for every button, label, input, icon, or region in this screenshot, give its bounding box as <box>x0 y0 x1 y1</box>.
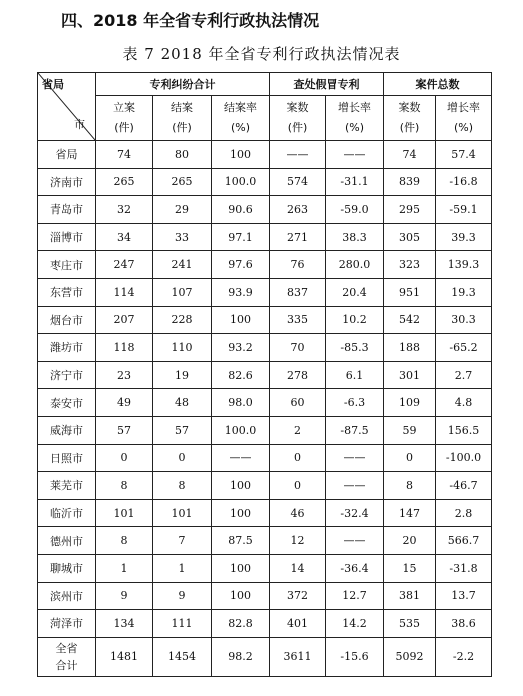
table-row <box>38 610 492 638</box>
value-cell: 837 <box>270 278 326 306</box>
value-cell: 0 <box>270 444 326 472</box>
value-cell: -65.2 <box>436 334 492 362</box>
city-cell: 潍坊市 <box>38 334 96 362</box>
subheader-cell <box>212 96 270 141</box>
value-cell: 100 <box>212 306 270 334</box>
value-cell: 74 <box>96 141 153 169</box>
value-cell: 109 <box>384 389 436 417</box>
group-header-total-cases: 案件总数 <box>384 73 492 96</box>
value-cell: 59 <box>384 416 436 444</box>
value-cell: 566.7 <box>436 527 492 555</box>
value-cell: —— <box>270 141 326 169</box>
value-cell: 247 <box>96 251 153 279</box>
value-cell: 23 <box>96 361 153 389</box>
value-cell: 8 <box>384 472 436 500</box>
subheader-cell <box>153 96 212 141</box>
value-cell: 2.8 <box>436 499 492 527</box>
value-cell: 207 <box>96 306 153 334</box>
value-cell: 271 <box>270 223 326 251</box>
subheader-cell <box>384 96 436 141</box>
total-row <box>38 637 492 676</box>
total-label-cell <box>38 637 96 676</box>
value-cell: 76 <box>270 251 326 279</box>
value-cell: 107 <box>153 278 212 306</box>
city-cell: 威海市 <box>38 416 96 444</box>
city-cell: 淄博市 <box>38 223 96 251</box>
table-row <box>38 361 492 389</box>
value-cell: 6.1 <box>326 361 384 389</box>
value-cell: 70 <box>270 334 326 362</box>
subheader-label: 增长率 <box>447 101 481 114</box>
value-cell: 9 <box>96 582 153 610</box>
value-cell: 278 <box>270 361 326 389</box>
value-cell: 295 <box>384 196 436 224</box>
city-cell: 东营市 <box>38 278 96 306</box>
table-row <box>38 168 492 196</box>
subheader-unit: (件) <box>172 121 192 134</box>
subheader-label: 结案 <box>171 101 193 114</box>
total-value-cell: 98.2 <box>212 637 270 676</box>
enforcement-table <box>37 72 492 677</box>
city-cell: 聊城市 <box>38 554 96 582</box>
value-cell: 301 <box>384 361 436 389</box>
subheader-label: 结案率 <box>224 101 257 114</box>
value-cell: 323 <box>384 251 436 279</box>
value-cell: 82.6 <box>212 361 270 389</box>
subheader-label: 增长率 <box>338 101 372 114</box>
section-title: 四、2018 年全省专利行政执法情况 <box>61 11 320 30</box>
value-cell: 241 <box>153 251 212 279</box>
value-cell: 29 <box>153 196 212 224</box>
value-cell: -36.4 <box>326 554 384 582</box>
value-cell: 20 <box>384 527 436 555</box>
value-cell: 110 <box>153 334 212 362</box>
value-cell: 2.7 <box>436 361 492 389</box>
value-cell: 280.0 <box>326 251 384 279</box>
total-label: 合计 <box>55 658 78 672</box>
value-cell: 100 <box>212 499 270 527</box>
value-cell: 60 <box>270 389 326 417</box>
value-cell: 98.0 <box>212 389 270 417</box>
value-cell: -31.1 <box>326 168 384 196</box>
value-cell: 32 <box>96 196 153 224</box>
value-cell: 100 <box>212 554 270 582</box>
value-cell: —— <box>326 527 384 555</box>
table-body <box>38 141 492 677</box>
value-cell: 263 <box>270 196 326 224</box>
table-row <box>38 582 492 610</box>
table-row <box>38 472 492 500</box>
corner-label-bottom: 市 <box>74 118 85 131</box>
subheader-cell <box>270 96 326 141</box>
table-row <box>38 223 492 251</box>
value-cell: 4.8 <box>436 389 492 417</box>
value-cell: 0 <box>384 444 436 472</box>
table-row <box>38 389 492 417</box>
table-row <box>38 196 492 224</box>
value-cell: 57.4 <box>436 141 492 169</box>
value-cell: —— <box>326 141 384 169</box>
value-cell: 381 <box>384 582 436 610</box>
value-cell: 839 <box>384 168 436 196</box>
value-cell: 101 <box>153 499 212 527</box>
total-value-cell: -2.2 <box>436 637 492 676</box>
value-cell: 80 <box>153 141 212 169</box>
value-cell: -31.8 <box>436 554 492 582</box>
value-cell: 265 <box>96 168 153 196</box>
value-cell: -59.1 <box>436 196 492 224</box>
value-cell: -87.5 <box>326 416 384 444</box>
city-cell: 莱芜市 <box>38 472 96 500</box>
subheader-cell <box>326 96 384 141</box>
value-cell: -6.3 <box>326 389 384 417</box>
subheader-cell <box>436 96 492 141</box>
value-cell: 574 <box>270 168 326 196</box>
value-cell: 0 <box>153 444 212 472</box>
value-cell: 1 <box>96 554 153 582</box>
value-cell: 2 <box>270 416 326 444</box>
group-header-counterfeit: 查处假冒专利 <box>270 73 384 96</box>
value-cell: 93.2 <box>212 334 270 362</box>
value-cell: 401 <box>270 610 326 638</box>
value-cell: 100 <box>212 472 270 500</box>
value-cell: 0 <box>270 472 326 500</box>
city-cell: 临沂市 <box>38 499 96 527</box>
value-cell: -100.0 <box>436 444 492 472</box>
value-cell: 147 <box>384 499 436 527</box>
value-cell: 9 <box>153 582 212 610</box>
city-cell: 省局 <box>38 141 96 169</box>
subheader-row <box>38 96 492 141</box>
value-cell: 15 <box>384 554 436 582</box>
table-row <box>38 554 492 582</box>
total-value-cell: 5092 <box>384 637 436 676</box>
value-cell: 100 <box>212 582 270 610</box>
value-cell: 139.3 <box>436 251 492 279</box>
value-cell: 228 <box>153 306 212 334</box>
subheader-unit: (件) <box>399 121 420 134</box>
value-cell: 49 <box>96 389 153 417</box>
value-cell: 101 <box>96 499 153 527</box>
total-value-cell: 3611 <box>270 637 326 676</box>
value-cell: -46.7 <box>436 472 492 500</box>
value-cell: 97.6 <box>212 251 270 279</box>
value-cell: 12.7 <box>326 582 384 610</box>
value-cell: 90.6 <box>212 196 270 224</box>
corner-label-top: 省局 <box>42 78 64 91</box>
value-cell: 82.8 <box>212 610 270 638</box>
value-cell: 188 <box>384 334 436 362</box>
subheader-label: 案数 <box>286 101 309 114</box>
value-cell: 305 <box>384 223 436 251</box>
value-cell: 372 <box>270 582 326 610</box>
value-cell: 14 <box>270 554 326 582</box>
value-cell: 335 <box>270 306 326 334</box>
value-cell: 118 <box>96 334 153 362</box>
value-cell: 20.4 <box>326 278 384 306</box>
value-cell: 100 <box>212 141 270 169</box>
value-cell: 1 <box>153 554 212 582</box>
city-cell: 济宁市 <box>38 361 96 389</box>
value-cell: 30.3 <box>436 306 492 334</box>
total-value-cell: 1481 <box>96 637 153 676</box>
value-cell: -32.4 <box>326 499 384 527</box>
value-cell: 7 <box>153 527 212 555</box>
value-cell: —— <box>326 472 384 500</box>
value-cell: 156.5 <box>436 416 492 444</box>
value-cell: 97.1 <box>212 223 270 251</box>
value-cell: 535 <box>384 610 436 638</box>
table-title: 表 7 2018 年全省专利行政执法情况表 <box>122 45 401 63</box>
value-cell: 57 <box>96 416 153 444</box>
header-corner <box>38 73 96 141</box>
value-cell: 100.0 <box>212 416 270 444</box>
value-cell: -59.0 <box>326 196 384 224</box>
value-cell: 8 <box>153 472 212 500</box>
value-cell: 12 <box>270 527 326 555</box>
value-cell: -85.3 <box>326 334 384 362</box>
subheader-label: 立案 <box>113 101 135 114</box>
value-cell: 13.7 <box>436 582 492 610</box>
value-cell: 542 <box>384 306 436 334</box>
subheader-unit: (%) <box>344 121 365 134</box>
table-row <box>38 527 492 555</box>
value-cell: 74 <box>384 141 436 169</box>
table-row <box>38 499 492 527</box>
value-cell: 111 <box>153 610 212 638</box>
city-cell: 菏泽市 <box>38 610 96 638</box>
city-cell: 滨州市 <box>38 582 96 610</box>
table-row <box>38 251 492 279</box>
city-cell: 泰安市 <box>38 389 96 417</box>
value-cell: 33 <box>153 223 212 251</box>
subheader-unit: (%) <box>453 121 474 134</box>
value-cell: 39.3 <box>436 223 492 251</box>
value-cell: 38.3 <box>326 223 384 251</box>
value-cell: 951 <box>384 278 436 306</box>
value-cell: 46 <box>270 499 326 527</box>
value-cell: 87.5 <box>212 527 270 555</box>
value-cell: 48 <box>153 389 212 417</box>
city-cell: 枣庄市 <box>38 251 96 279</box>
group-header-disputes: 专利纠纷合计 <box>96 73 270 96</box>
value-cell: —— <box>326 444 384 472</box>
value-cell: 34 <box>96 223 153 251</box>
value-cell: 19 <box>153 361 212 389</box>
value-cell: 134 <box>96 610 153 638</box>
table-row <box>38 334 492 362</box>
value-cell: 8 <box>96 472 153 500</box>
value-cell: —— <box>212 444 270 472</box>
value-cell: -16.8 <box>436 168 492 196</box>
value-cell: 57 <box>153 416 212 444</box>
value-cell: 265 <box>153 168 212 196</box>
city-cell: 日照市 <box>38 444 96 472</box>
city-cell: 济南市 <box>38 168 96 196</box>
city-cell: 德州市 <box>38 527 96 555</box>
value-cell: 100.0 <box>212 168 270 196</box>
value-cell: 8 <box>96 527 153 555</box>
city-cell: 烟台市 <box>38 306 96 334</box>
city-cell: 青岛市 <box>38 196 96 224</box>
value-cell: 19.3 <box>436 278 492 306</box>
subheader-unit: (件) <box>114 121 134 134</box>
subheader-label: 案数 <box>398 101 421 114</box>
table-row <box>38 278 492 306</box>
value-cell: 114 <box>96 278 153 306</box>
subheader-unit: (%) <box>230 121 251 134</box>
subheader-unit: (件) <box>287 121 308 134</box>
table-row <box>38 444 492 472</box>
value-cell: 93.9 <box>212 278 270 306</box>
value-cell: 38.6 <box>436 610 492 638</box>
total-label: 全省 <box>55 641 78 655</box>
table-row <box>38 416 492 444</box>
value-cell: 14.2 <box>326 610 384 638</box>
value-cell: 0 <box>96 444 153 472</box>
total-value-cell: 1454 <box>153 637 212 676</box>
table-row <box>38 306 492 334</box>
subheader-cell <box>96 96 153 141</box>
total-value-cell: -15.6 <box>326 637 384 676</box>
value-cell: 10.2 <box>326 306 384 334</box>
table-row <box>38 141 492 169</box>
